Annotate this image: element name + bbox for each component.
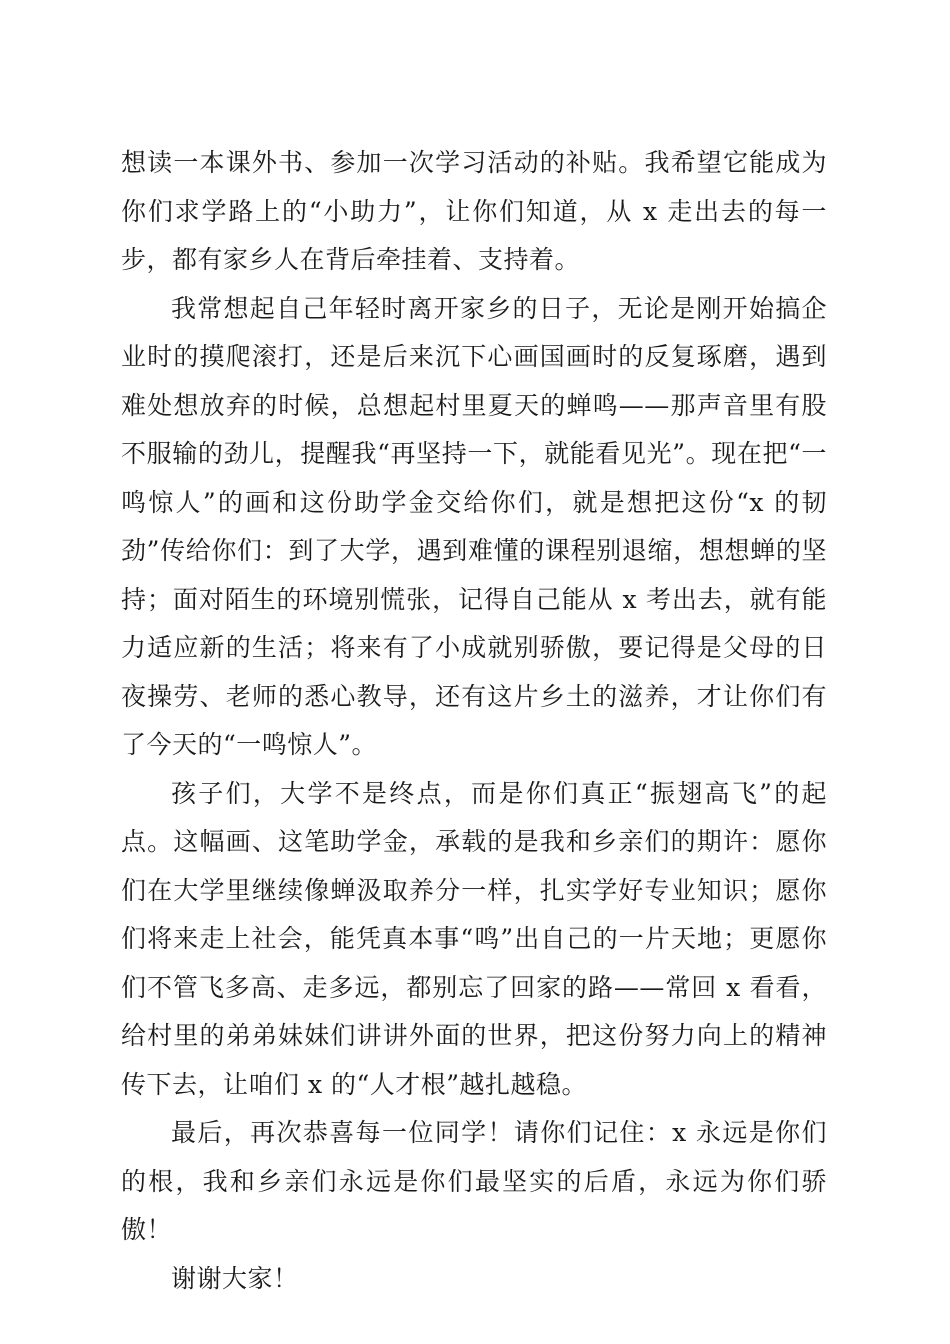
paragraph-youth-memories: 我常想起自己年轻时离开家乡的日子，无论是刚开始搞企业时的摸爬滚打，还是后来沉下心画国画时的反复琢磨，遇到难处想放弃的时候，总想起村里夏天的蝉鸣——那声音里有股不服输的劲儿，提醒我“再坚持一下，就能看见光”。现在把“一鸣惊人”的画和这份助学金交给你们，就是想把这份“x 的韧劲”传给你们：到了大学，遇到难懂的课程别退缩，想想蝉的坚持；面对陌生的环境别慌张，记得自己能从 x 考出去，就有能力适应新的生活；将来有了小成就别骄傲，要记得是父母的日夜操劳、老师的悉心教导，还有这片乡土的滋养，才让你们有了今天的“一鸣惊人”。: [121, 293, 827, 759]
paragraph-university-wishes: 孩子们，大学不是终点，而是你们真正“振翅高飞”的起点。这幅画、这笔助学金，承载的是我和乡亲们的期许：愿你们在大学里继续像蝉汲取养分一样，扎实学好专业知识；愿你们将来走上社会，能凭真本事“鸣”出自己的一片天地；更愿你们不管飞多高、走多远，都别忘了回家的路——常回 x 看看，给村里的弟弟妹妹们讲讲外面的世界，把这份努力向上的精神传下去，让咱们 x 的“人才根”越扎越稳。: [121, 778, 827, 1099]
paragraph-congratulations: 最后，再次恭喜每一位同学！请你们记住：x 永远是你们的根，我和乡亲们永远是你们最坚实的后盾，永远为你们骄傲！: [121, 1118, 827, 1244]
paragraph-thanks: 谢谢大家！: [171, 1263, 299, 1293]
paragraph-continued: 想读一本课外书、参加一次学习活动的补贴。我希望它能成为你们求学路上的“小助力”，让你们知道，从 x 走出去的每一步，都有家乡人在背后牵挂着、支持着。: [121, 148, 827, 274]
document-body: [121, 139, 827, 1303]
